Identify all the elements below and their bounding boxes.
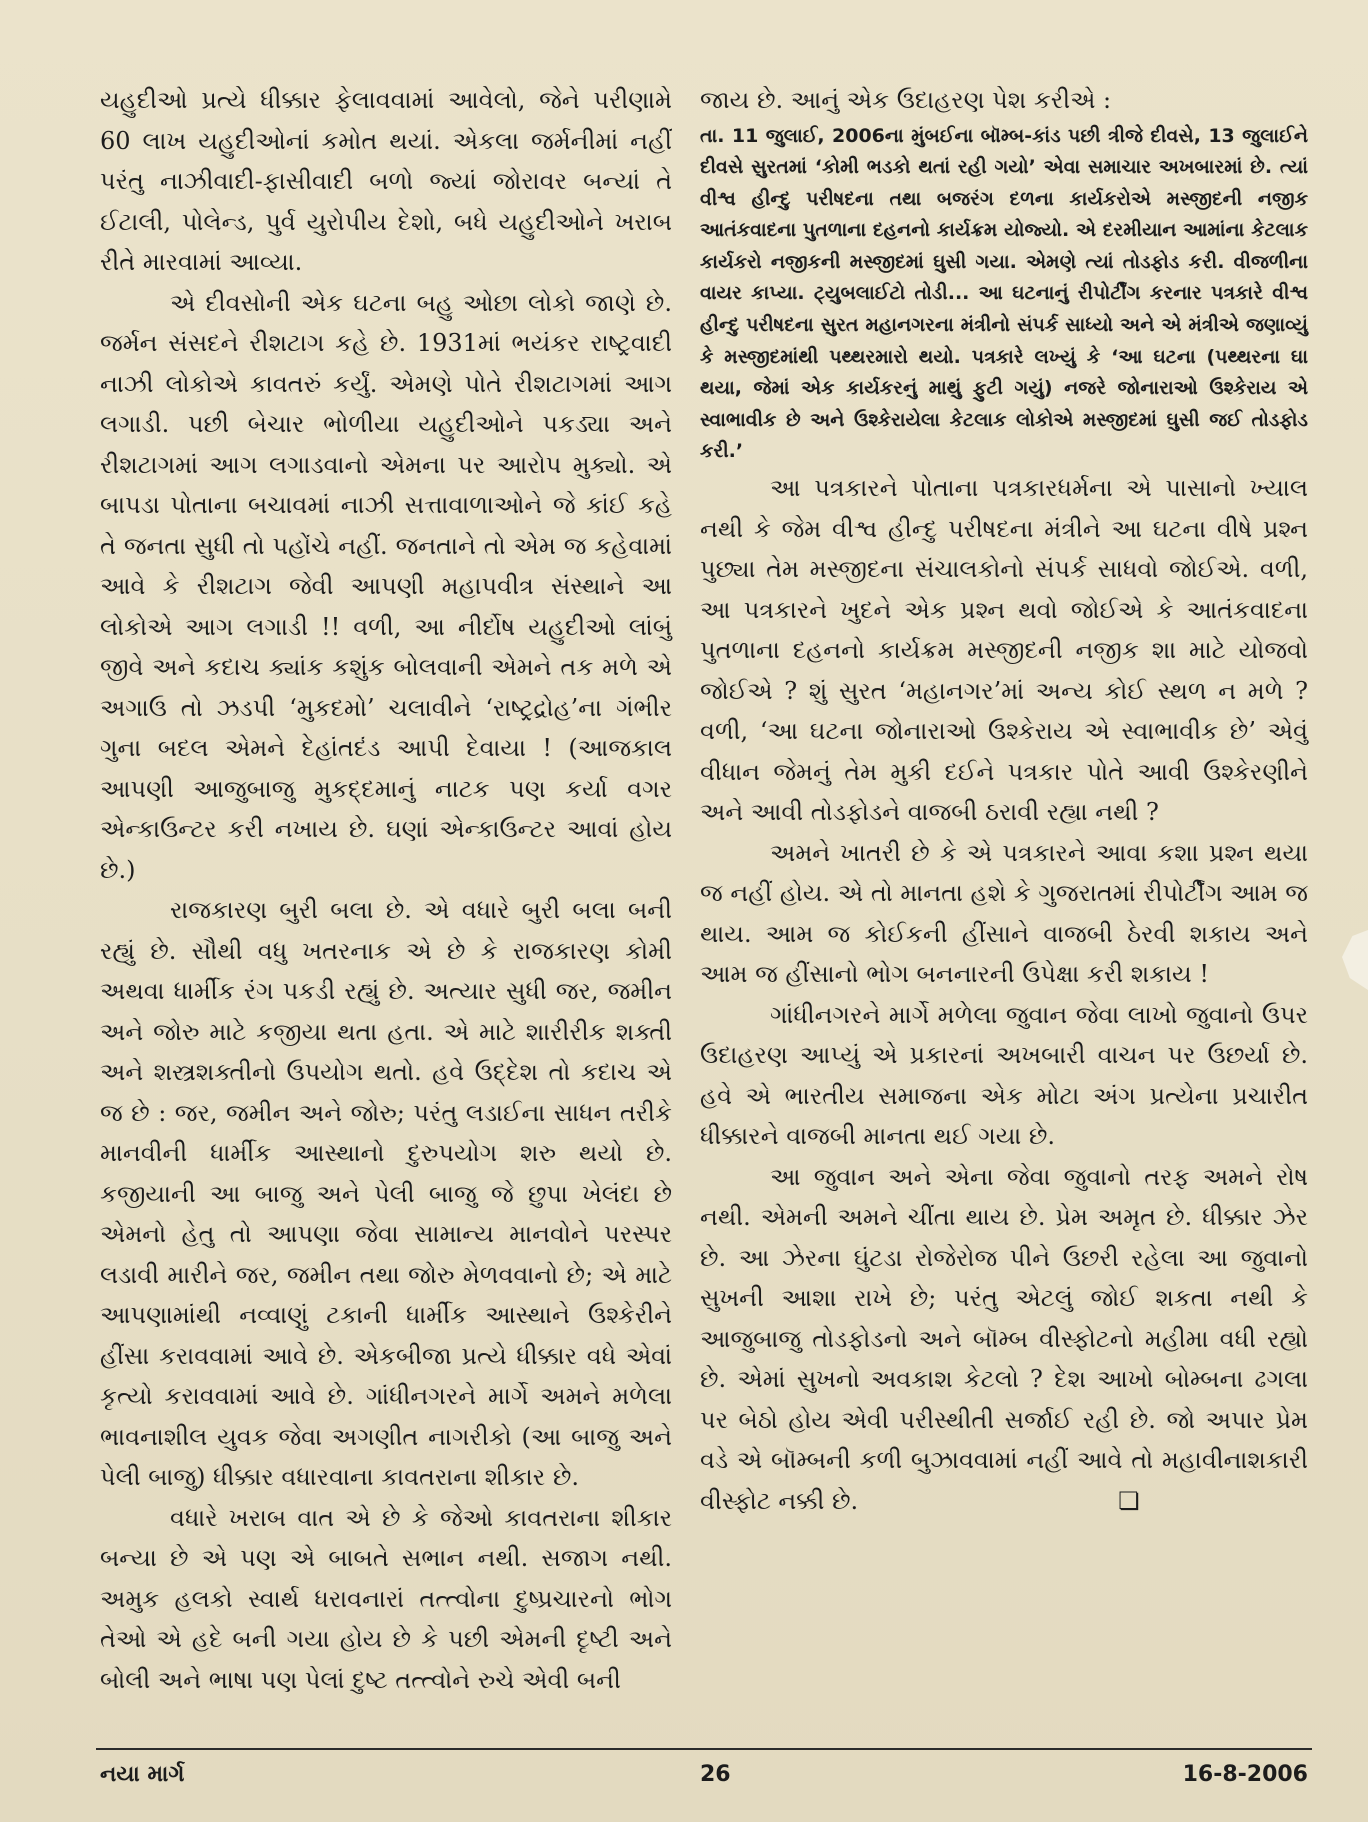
paragraph: યહુદીઓ પ્રત્યે ધીક્કાર ફેલાવવામાં આવેલો, જેને પરીણામે 60 લાખ યહુદીઓનાં કમોત થયાં. એકલા જર્મનીમાં નહીં પરંતુ નાઝીવાદી-ફાસીવાદી બળો જ્યાં જોરાવર બન્યાં તે ઈટાલી, પોલેન્ડ, પુર્વ યુરોપીય દેશો, બધે યહુદીઓને ખરાબ રીતે મારવામાં આવ્યા. — [100, 86, 672, 276]
paragraph: વધારે ખરાબ વાત એ છે કે જેઓ કાવતરાના શીકાર બન્યા છે એ પણ એ બાબતે સભાન નથી. સજાગ નથી. અમુક હલકો સ્વાર્થ ધરાવનારાં તત્ત્વોના દુષ્પ્રચારનો ભોગ તેઓ એ હદે બની ગયા હોય છે કે પછી એમની દૃષ્ટી અને બોલી અને ભાષા પણ પેલાં દુષ્ટ તત્ત્વોને રુચે એવી બની — [100, 1503, 672, 1694]
paragraph: ગાંધીનગરને માર્ગે મળેલા જુવાન જેવા લાખો જુવાનો ઉપર ઉદાહરણ આપ્યું એ પ્રકારનાં અખબારી વાચન પર ઉછર્યા છે. હવે એ ભારતીય સમાજના એક મોટા અંગ પ્રત્યેના પ્રચારીત ધીક્કારને વાજબી માનતા થઈ ગયા છે. — [700, 1000, 1308, 1151]
paper-tear — [1342, 930, 1368, 990]
issue-date: 16-8-2006 — [1182, 1762, 1308, 1787]
news-quote: તા. 11 જુલાઈ, 2006ના મુંબઈના બૉમ્બ-કાંડ પછી ત્રીજે દીવસે, 13 જુલાઈને દીવસે સુરતમાં ‘કોમી ભડકો થતાં રહી ગયો’ એવા સમાચાર અખબારમાં છે. ત્યાં વીશ્વ હીન્દુ પરીષદના તથા બજરંગ દળના કાર્યકરોએ મસ્જીદની નજીક આતંકવાદના પુતળાના દહનનો કાર્યક્રમ યોજ્યો. એ દરમીયાન આમાંના કેટલાક કાર્યકરો નજીકની મસ્જીદમાં ઘુસી ગયા. એમણે ત્યાં તોડફોડ કરી. વીજળીના વાયર કાપ્યા. ટ્યુબલાઈટો તોડી... આ ઘટનાનું રીપોર્ટીંગ કરનાર પત્રકારે વીશ્વ હીન્દુ પરીષદના સુરત મહાનગરના મંત્રીનો સંપર્ક સાધ્યો અને એ મંત્રીએ જણાવ્યું કે મસ્જીદમાંથી પથ્થરમારો થયો. પત્રકારે લખ્યું કે ‘આ ઘટના (પથ્થરના ઘા થયા, જેમાં એક કાર્યકરનું માથું ફુટી ગયું) નજરે જોનારાઓ ઉશ્કેરાય એ સ્વાભાવીક છે અને ઉશ્કેરાયેલા કેટલાક લોકોએ મસ્જીદમાં ઘુસી જઈ તોડફોડ કરી.’ — [700, 124, 1308, 463]
magazine-name: નયા માર્ગ — [100, 1762, 185, 1787]
paragraph: એ દીવસોની એક ઘટના બહુ ઓછા લોકો જાણે છે. જર્મન સંસદને રીશટાગ કહે છે. 1931માં ભયંકર રાષ્ટ્રવાદી નાઝી લોકોએ કાવતરું કર્યું. એમણે પોતે રીશટાગમાં આગ લગાડી. પછી બેચાર ભોળીયા યહુદીઓને પકડ્યા અને રીશટાગમાં આગ લગાડવાનો એમના પર આરોપ મુક્યો. એ બાપડા પોતાના બચાવમાં નાઝી સત્તાવાળાઓને જે કાંઈ કહે તે જનતા સુધી તો પહોંચે નહીં. જનતાને તો એમ જ કહેવામાં આવે કે રીશટાગ જેવી આપણી મહાપવીત્ર સંસ્થાને આ લોકોએ આગ લગાડી !! વળી, આ નીર્દોષ યહુદીઓ લાંબું જીવે અને કદાચ ક્યાંક કશુંક બોલવાની એમને તક મળે એ અગાઉ તો ઝડપી ‘મુકદમો’ ચલાવીને ‘રાષ્ટ્રદ્રોહ’ના ગંભીર ગુના બદલ એમને દેહાંતદંડ આપી દેવાયા ! (આજકાલ આપણી આજુબાજુ મુકદ્દમાનું નાટક પણ કર્યા વગર એન્કાઉન્ટર કરી નખાય છે. ઘણાં એન્કાઉન્ટર આવાં હોય છે.) — [100, 288, 672, 884]
paragraph: આ પત્રકારને પોતાના પત્રકારધર્મના એ પાસાનો ખ્યાલ નથી કે જેમ વીશ્વ હીન્દુ પરીષદના મંત્રીને આ ઘટના વીષે પ્રશ્ન પુછ્યા તેમ મસ્જીદના સંચાલકોનો સંપર્ક સાધવો જોઈએ. વળી, આ પત્રકારને ખુદને એક પ્રશ્ન થવો જોઈએ કે આતંકવાદના પુતળાના દહનનો કાર્યક્રમ મસ્જીદની નજીક શા માટે યોજવો જોઈએ ? શું સુરત ‘મહાનગર’માં અન્ય કોઈ સ્થળ ન મળે ? વળી, ‘આ ઘટના જોનારાઓ ઉશ્કેરાય એ સ્વાભાવીક છે’ એવું વીધાન જેમનું તેમ મુકી દઈને પત્રકાર પોતે આવી ઉશ્કેરણીને અને આવી તોડફોડને વાજબી ઠરાવી રહ્યા નથી ? — [700, 474, 1308, 827]
paragraph: રાજકારણ બુરી બલા છે. એ વધારે બુરી બલા બની રહ્યું છે. સૌથી વધુ ખતરનાક એ છે કે રાજકારણ કોમી અથવા ધાર્મીક રંગ પકડી રહ્યું છે. અત્યાર સુધી જર, જમીન અને જોરુ માટે કજીયા થતા હતા. એ માટે શારીરીક શક્તી અને શસ્ત્રશક્તીનો ઉપયોગ થતો. હવે ઉદ્દેશ તો કદાચ એ જ છે : જર, જમીન અને જોરુ; પરંતુ લડાઈના સાધન તરીકે માનવીની ધાર્મીક આસ્થાનો દુરુપયોગ શરુ થયો છે. કજીયાની આ બાજુ અને પેલી બાજુ જે છુપા ખેલંદા છે એમનો હેતુ તો આપણા જેવા સામાન્ય માનવોને પરસ્પર લડાવી મારીને જર, જમીન તથા જોરુ મેળવવાનો છે; એ માટે આપણામાંથી નવ્વાણું ટકાની ધાર્મીક આસ્થાને ઉશ્કેરીને હીંસા કરાવવામાં આવે છે. એકબીજા પ્રત્યે ધીક્કાર વધે એવાં કૃત્યો કરાવવામાં આવે છે. ગાંધીનગરને માર્ગે અમને મળેલા ભાવનાશીલ યુવક જેવા અગણીત નાગરીકો (આ બાજુ અને પેલી બાજુ) ધીક્કાર વધારવાના કાવતરાના શીકાર છે. — [100, 896, 672, 1491]
footer-rule — [96, 1748, 1312, 1750]
page-number: 26 — [700, 1762, 731, 1787]
end-mark-icon: ❏ — [1118, 1486, 1140, 1515]
paragraph: અમને ખાતરી છે કે એ પત્રકારને આવા કશા પ્રશ્ન થયા જ નહીં હોય. એ તો માનતા હશે કે ગુજરાતમાં રીપોર્ટીંગ આમ જ થાય. આમ જ કોઈકની હીંસાને વાજબી ઠેરવી શકાય અને આમ જ હીંસાનો ભોગ બનનારની ઉપેક્ષા કરી શકાય ! — [700, 838, 1308, 989]
right-column — [700, 80, 1308, 1521]
paragraph-text: આ જુવાન અને એના જેવા જુવાનો તરફ અમને રોષ નથી. એમની અમને ચીંતા થાય છે. પ્રેમ અમૃત છે. ધીક્કાર ઝેર છે. આ ઝેરના ઘુંટડા રોજેરોજ પીને ઉછરી રહેલા આ જુવાનો સુખની આશા રાખે છે; પરંતુ એટલું જોઈ શકતા નથી કે આજુબાજુ તોડફોડનો અને બૉમ્બ વીસ્ફોટનો મહીમા વધી રહ્યો છે. એમાં સુખનો અવકાશ કેટલો ? દેશ આખો બોમ્બના ઢગલા પર બેઠો હોય એવી પરીસ્થીતી સર્જાઈ રહી છે. જો અપાર પ્રેમ વડે એ બૉમ્બની કળી બુઝાવવામાં નહીં આવે તો મહાવીનાશકારી વીસ્ફોટ નક્કી છે. — [700, 1162, 1308, 1515]
paragraph-final — [700, 1157, 1308, 1522]
left-column — [100, 80, 672, 1700]
paragraph: જાય છે. આનું એક ઉદાહરણ પેશ કરીએ : — [700, 86, 1112, 114]
